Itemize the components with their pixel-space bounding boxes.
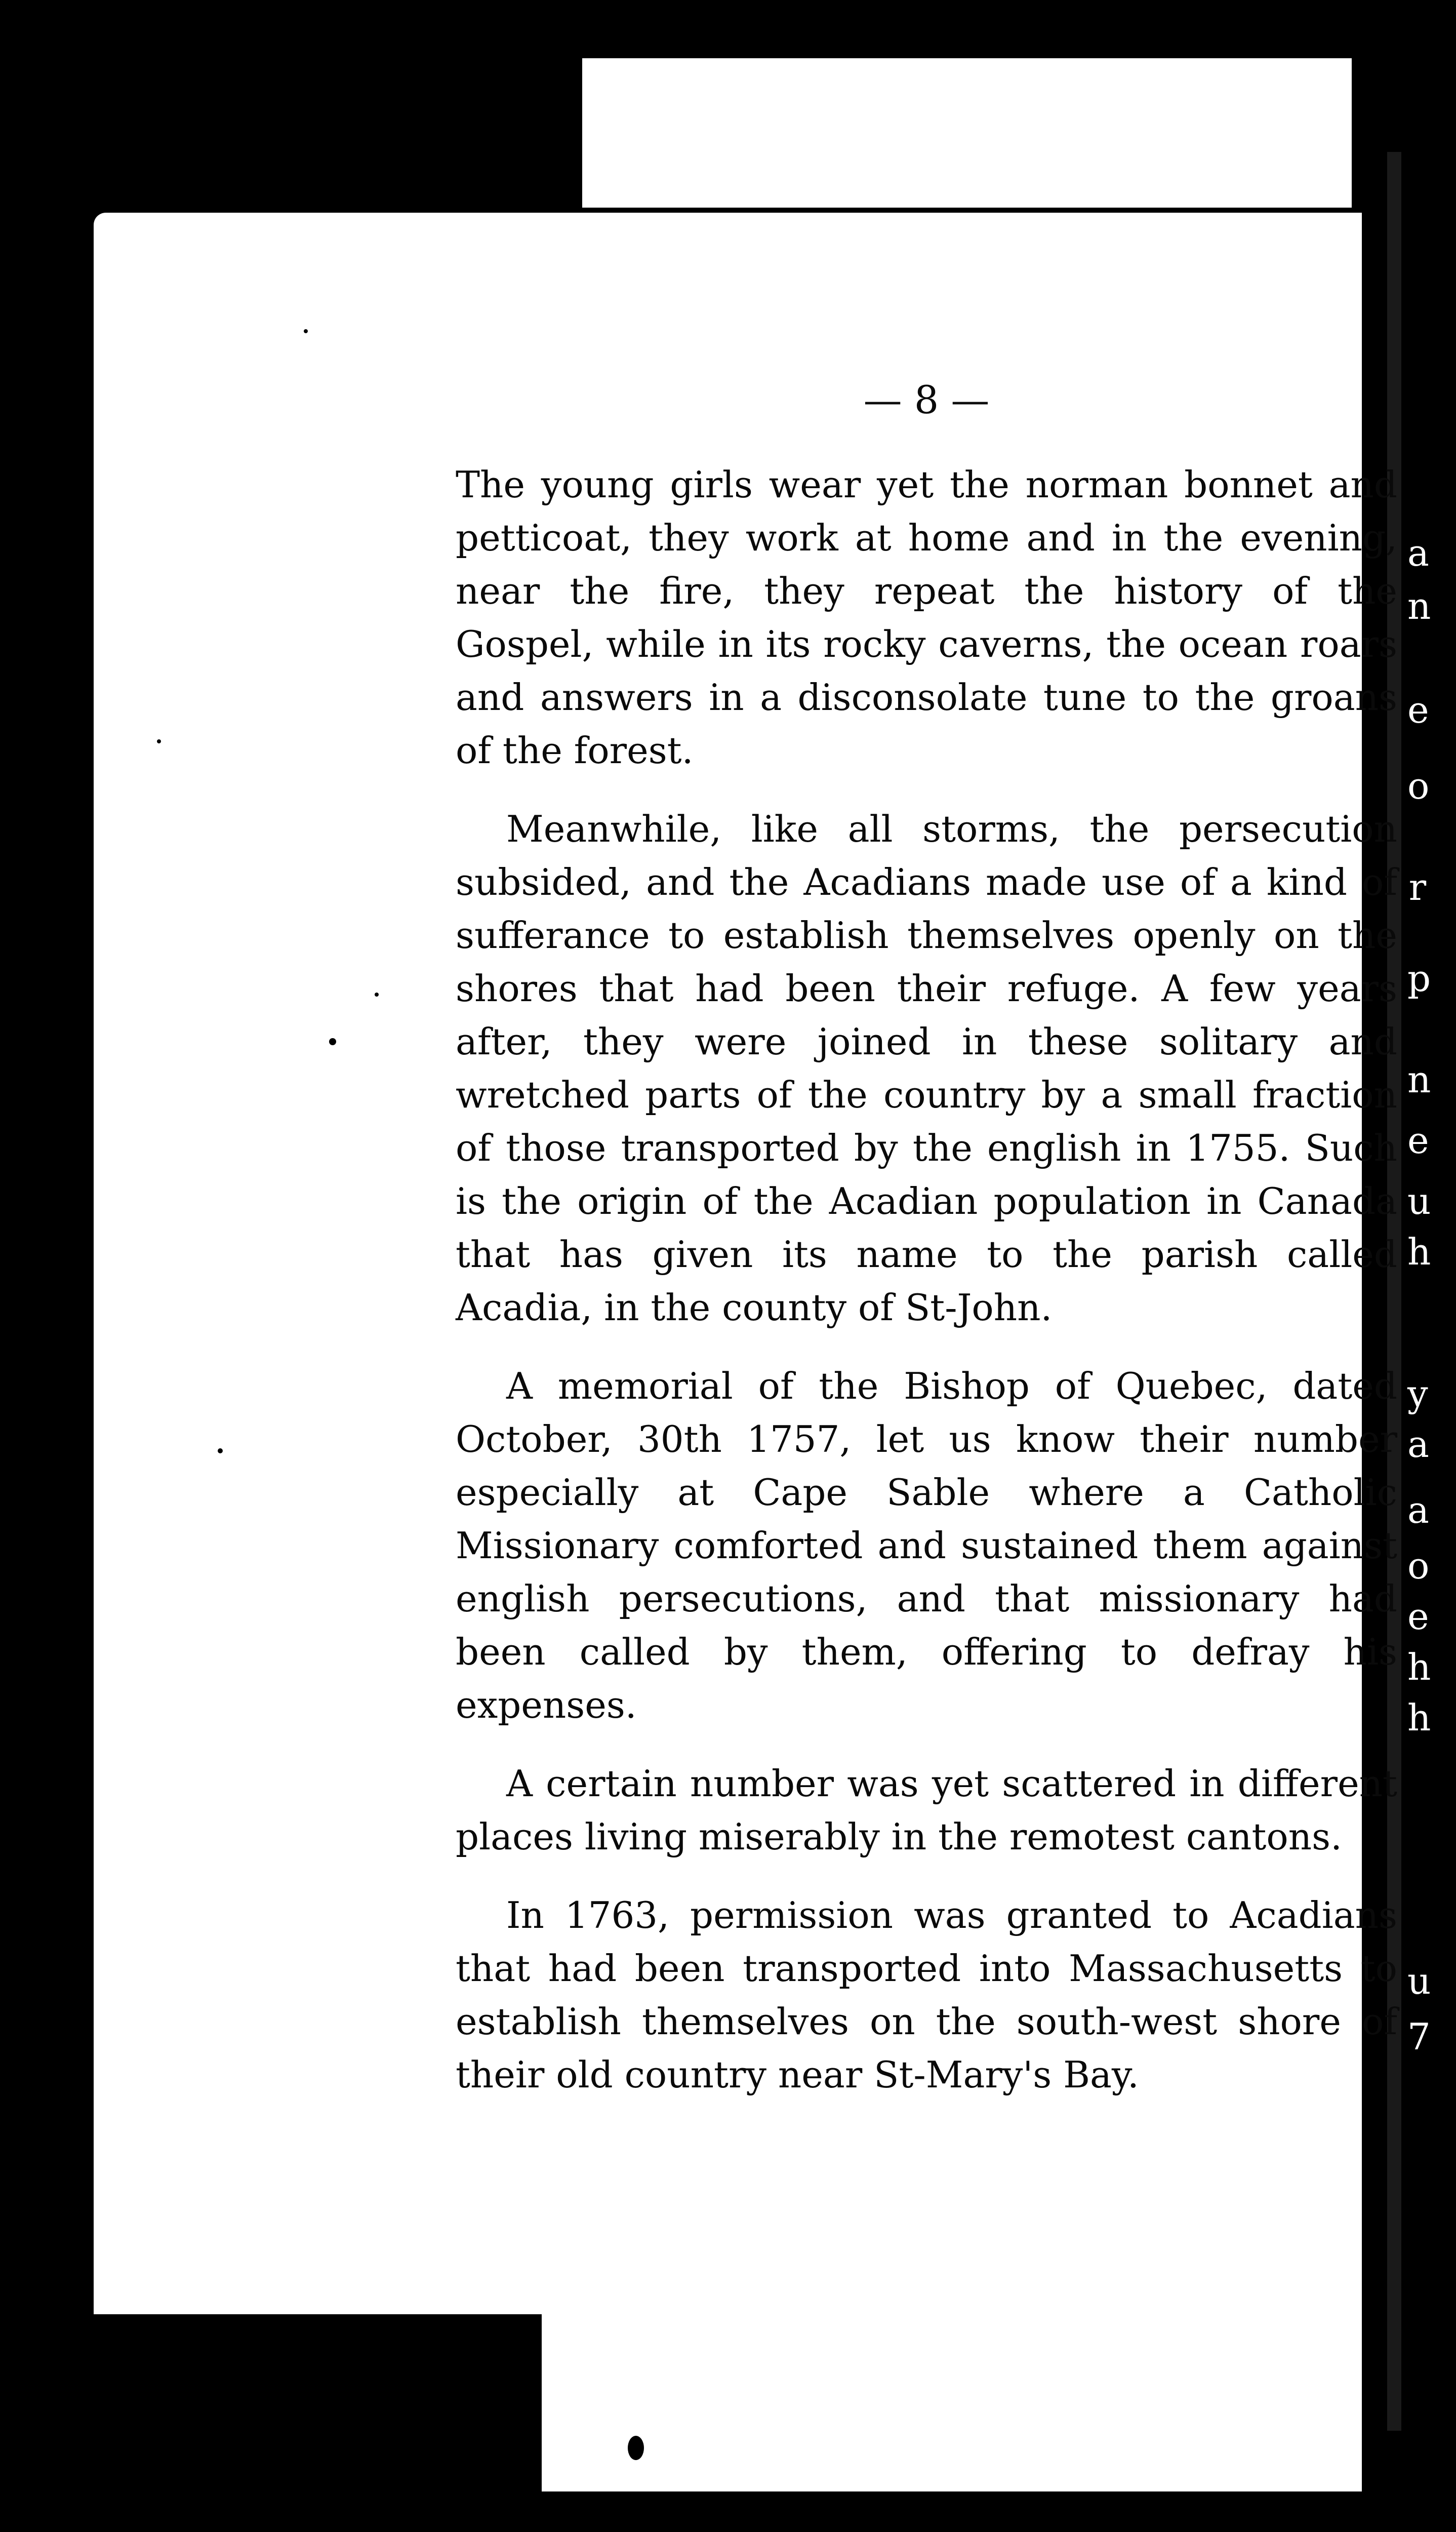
bleed-letter: e — [1407, 1119, 1429, 1162]
bleed-letter: h — [1407, 1646, 1431, 1688]
paper-strip-top — [582, 58, 1352, 208]
scan-speck — [375, 993, 379, 997]
bleed-letter: n — [1407, 1058, 1431, 1101]
bleed-letter: p — [1407, 957, 1431, 1000]
bleed-letter: u — [1407, 1960, 1431, 2002]
bleed-letter: h — [1407, 1696, 1431, 1739]
paper-strip-bottom — [542, 2309, 1402, 2491]
scan-speck — [218, 1448, 223, 1453]
scan-speck — [628, 2436, 644, 2460]
bleed-letter: y — [1407, 1372, 1428, 1415]
scan-speck — [329, 1038, 336, 1045]
page-number: — 8 — — [863, 377, 990, 422]
paragraph: The young girls wear yet the norman bonnet and petticoat, they work at home and in the evening, near the fire, they repeat the history of the Gospel, while in its rocky caverns, the ocean roars and answers in a disconsolate tune to the groans of the forest. — [456, 463, 1397, 772]
bleed-letter: h — [1407, 1231, 1431, 1273]
paragraph: A certain number was yet scattered in different places living miserably in the remotest cantons. — [456, 1762, 1397, 1858]
bleed-letter: r — [1408, 866, 1427, 908]
bleed-letter: o — [1407, 765, 1430, 807]
bleed-letter: a — [1407, 1423, 1429, 1466]
scan-speck — [284, 2319, 288, 2323]
paragraph: A memorial of the Bishop of Quebec, dated October, 30th 1757, let us know their number especially at Cape Sable where a Catholic Missionary comforted and sustained them against english persecutions, and that missionary had been called by them, offering to defray his expenses. — [456, 1365, 1397, 1726]
paragraph: In 1763, permission was granted to Acadians that had been transported into Massachusetts to establish themselves on the south-west shore of their old country near St-Mary's Bay. — [456, 1894, 1397, 2096]
bleed-letter: a — [1407, 532, 1429, 574]
bleed-letter: o — [1407, 1545, 1430, 1587]
scan-speck — [157, 739, 161, 743]
bleed-letter: e — [1407, 1595, 1429, 1638]
bleed-letter: 7 — [1407, 2015, 1431, 2058]
bleed-letter: u — [1407, 1180, 1431, 1222]
page-body — [456, 458, 1397, 2102]
paragraph: Meanwhile, like all storms, the persecution subsided, and the Acadians made use of a kind of sufferance to establish themselves openly on the shores that had been their refuge. A few years after, they were joined in these solitary and wretched parts of the country by a small fraction of those transported by the english in 1755. Such is the origin of the Acadian population in Canada that has given its name to the parish called Acadia, in the county of St-John. — [456, 808, 1397, 1329]
bleed-letter: n — [1407, 585, 1431, 627]
bleed-letter: a — [1407, 1489, 1429, 1531]
scan-speck — [304, 329, 308, 333]
bleed-letter: e — [1407, 689, 1429, 731]
